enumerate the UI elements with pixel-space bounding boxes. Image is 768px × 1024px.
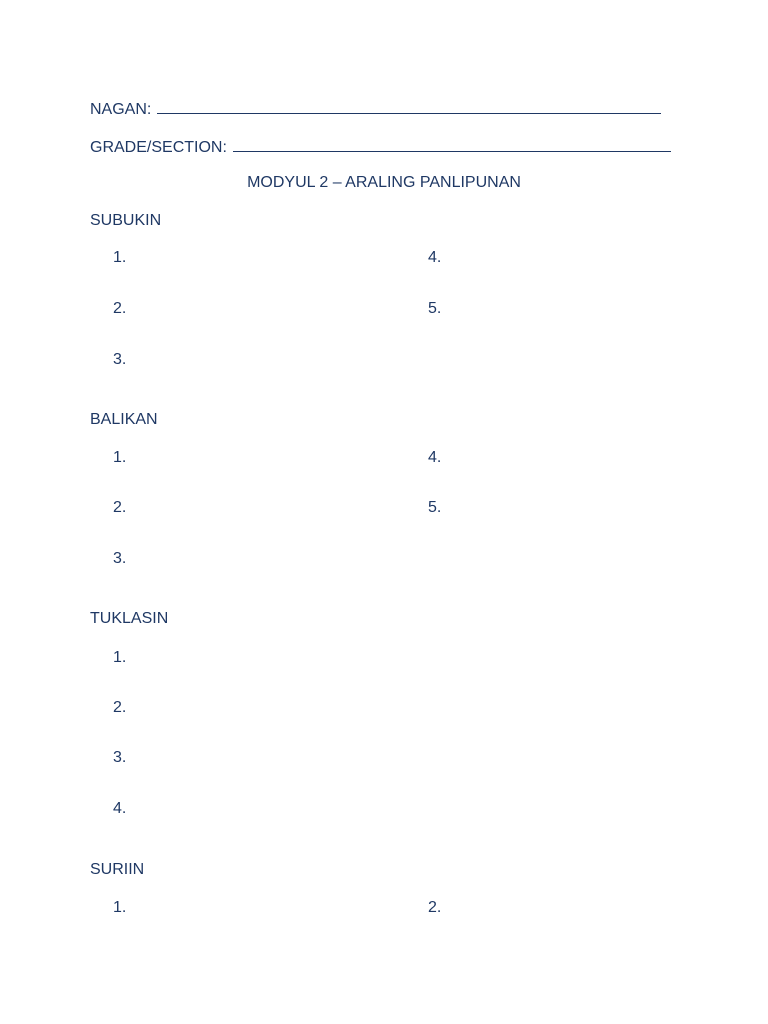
grade-section-label: GRADE/SECTION: — [90, 139, 227, 156]
subukin-item-5: 5. — [428, 300, 442, 317]
balikan-item-1: 1. — [113, 449, 127, 466]
tuklasin-item-1: 1. — [113, 649, 127, 666]
tuklasin-item-4: 4. — [113, 800, 127, 817]
balikan-item-3: 3. — [113, 550, 127, 567]
section-heading-balikan: BALIKAN — [90, 411, 158, 428]
grade-section-blank-line[interactable] — [233, 135, 671, 152]
name-label: NAGAN: — [90, 101, 152, 118]
name-blank-line[interactable] — [157, 97, 661, 114]
suriin-item-1: 1. — [113, 899, 127, 916]
suriin-item-2: 2. — [428, 899, 442, 916]
section-heading-tuklasin: TUKLASIN — [90, 610, 169, 627]
balikan-item-5: 5. — [428, 499, 442, 516]
document-title: MODYUL 2 – ARALING PANLIPUNAN — [247, 174, 521, 191]
subukin-item-4: 4. — [428, 249, 442, 266]
name-field — [90, 97, 661, 120]
section-heading-suriin: SURIIN — [90, 861, 145, 878]
grade-section-field — [90, 135, 671, 158]
balikan-item-4: 4. — [428, 449, 442, 466]
tuklasin-item-2: 2. — [113, 699, 127, 716]
section-heading-subukin: SUBUKIN — [90, 212, 162, 229]
balikan-item-2: 2. — [113, 499, 127, 516]
subukin-item-3: 3. — [113, 351, 127, 368]
subukin-item-2: 2. — [113, 300, 127, 317]
tuklasin-item-3: 3. — [113, 749, 127, 766]
subukin-item-1: 1. — [113, 249, 127, 266]
